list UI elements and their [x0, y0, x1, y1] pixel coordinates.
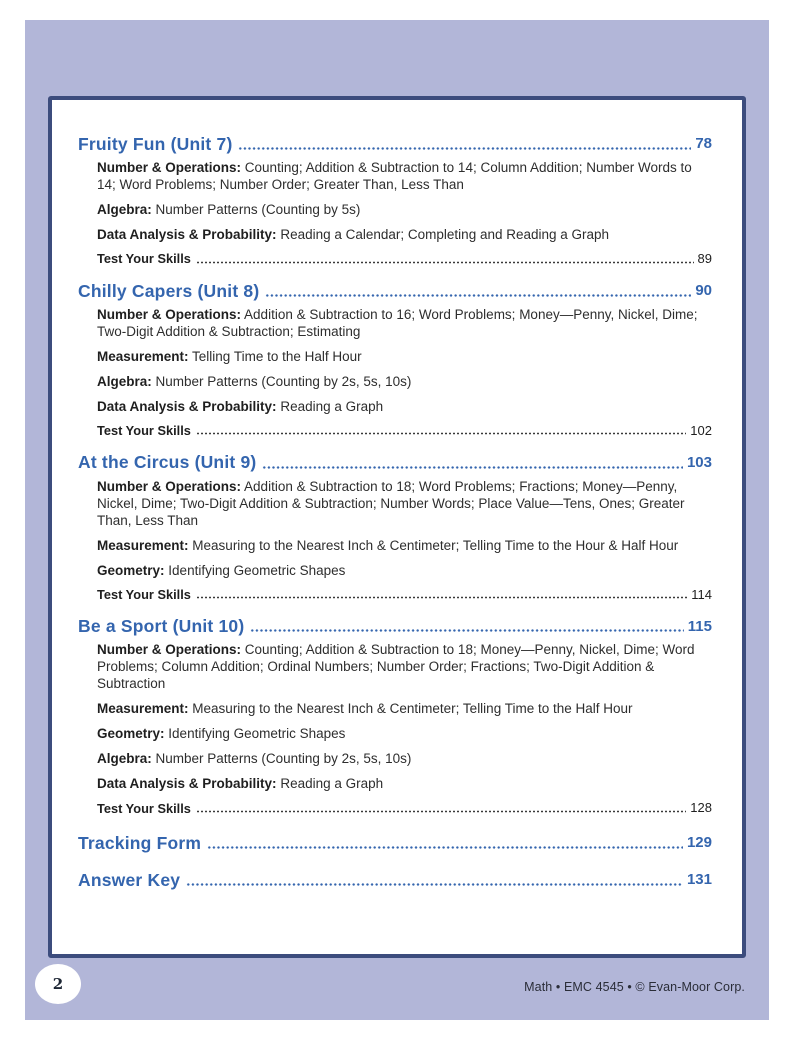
- toc-unit-7: [78, 134, 712, 267]
- toc-entry: [97, 641, 701, 692]
- entry-category: Algebra:: [97, 373, 152, 389]
- entry-category: Data Analysis & Probability:: [97, 227, 277, 243]
- entry-category: Measurement:: [97, 348, 189, 364]
- table-of-contents: [48, 96, 746, 958]
- entry-topics: Counting; Addition & Subtraction to 14; Column Addition; Number Words to 14; Word Problems; Number Order; Greater Than, Less Than: [97, 160, 692, 193]
- entry-topics: Telling Time to the Half Hour: [192, 348, 362, 364]
- test-your-skills-label: Test Your Skills: [97, 800, 191, 816]
- test-your-skills-row: [97, 587, 712, 603]
- entry-category: Algebra:: [97, 202, 152, 218]
- extra-title: Tracking Form: [78, 832, 202, 853]
- page-number-badge: [35, 964, 81, 1004]
- dot-leader: [196, 432, 686, 435]
- test-your-skills-label: Test Your Skills: [97, 586, 191, 602]
- unit-title: Chilly Capers (Unit 8): [78, 280, 260, 301]
- entry-category: Data Analysis & Probability:: [97, 776, 277, 792]
- entry-category: Geometry:: [97, 726, 165, 742]
- test-your-skills-row: [97, 251, 712, 267]
- entry-topics: Measuring to the Nearest Inch & Centimeter; Telling Time to the Hour & Half Hour: [192, 537, 679, 553]
- extra-title: Answer Key: [78, 870, 181, 890]
- toc-entry: [97, 306, 701, 340]
- toc-entry: [97, 750, 701, 767]
- unit-page-number: 90: [695, 282, 712, 300]
- toc-entry: [97, 373, 701, 390]
- toc-unit-9: [78, 452, 712, 602]
- test-your-skills-row: [97, 800, 712, 816]
- toc-extra-tracking-form: [78, 833, 712, 853]
- test-your-skills-page-number: 114: [691, 586, 712, 602]
- toc-unit-8: [78, 281, 712, 439]
- dot-leader: [196, 596, 687, 599]
- entry-topics: Addition & Subtraction to 16; Word Problems; Money—Penny, Nickel, Dime; Two-Digit Addition & Subtraction; Estimating: [97, 306, 698, 339]
- page-number: 2: [52, 975, 64, 993]
- footer-credit: Math • EMC 4545 • © Evan-Moor Corp.: [524, 980, 745, 994]
- toc-entry: [97, 775, 701, 792]
- entry-category: Number & Operations:: [97, 642, 242, 658]
- toc-unit-title-row: [78, 616, 712, 636]
- entry-category: Number & Operations:: [97, 478, 242, 494]
- dot-leader: [265, 294, 691, 297]
- entry-topics: Identifying Geometric Shapes: [168, 562, 346, 578]
- entry-category: Algebra:: [97, 751, 152, 767]
- unit-title: At the Circus (Unit 9): [78, 452, 257, 473]
- toc-unit-10: [78, 616, 712, 816]
- entry-category: Measurement:: [97, 537, 189, 553]
- toc-unit-title-row: [78, 134, 712, 154]
- extra-page-number: 131: [686, 871, 712, 889]
- entry-topics: Identifying Geometric Shapes: [168, 726, 346, 742]
- dot-leader: [186, 883, 683, 886]
- entry-topics: Reading a Calendar; Completing and Reading a Graph: [280, 227, 610, 243]
- extra-page-number: 129: [686, 834, 712, 852]
- dot-leader: [196, 261, 694, 264]
- dot-leader: [250, 629, 683, 632]
- unit-title: Fruity Fun (Unit 7): [78, 134, 233, 154]
- test-your-skills-page-number: 128: [690, 800, 712, 816]
- test-your-skills-page-number: 102: [690, 422, 712, 438]
- entry-topics: Number Patterns (Counting by 5s): [155, 202, 361, 218]
- entry-category: Number & Operations:: [97, 160, 242, 176]
- toc-unit-title-row: [78, 452, 712, 472]
- toc-entry: [97, 725, 701, 742]
- dot-leader: [238, 147, 691, 150]
- entry-topics: Counting; Addition & Subtraction to 18; Money—Penny, Nickel, Dime; Word Problems; Column Addition; Ordinal Numbers; Number Order; Fractions; Two-Digit Addition & Subtraction: [97, 642, 695, 692]
- toc-entry: [97, 478, 701, 529]
- entry-topics: Reading a Graph: [280, 776, 384, 792]
- entry-category: Geometry:: [97, 562, 165, 578]
- unit-page-number: 78: [695, 135, 712, 153]
- toc-entry: [97, 201, 701, 218]
- entry-topics: Measuring to the Nearest Inch & Centimeter; Telling Time to the Half Hour: [192, 701, 633, 717]
- test-your-skills-page-number: 89: [697, 251, 712, 267]
- entry-category: Measurement:: [97, 701, 189, 717]
- unit-title: Be a Sport (Unit 10): [78, 616, 245, 637]
- dot-leader: [196, 810, 686, 813]
- dot-leader: [207, 846, 683, 849]
- toc-entry: [97, 700, 701, 717]
- test-your-skills-label: Test Your Skills: [97, 251, 191, 267]
- toc-entry: [97, 398, 701, 415]
- page-background: [25, 20, 769, 1020]
- toc-unit-title-row: [78, 281, 712, 301]
- test-your-skills-label: Test Your Skills: [97, 423, 191, 439]
- toc-entry: [97, 348, 701, 365]
- toc-extra-answer-key: [78, 870, 712, 890]
- entry-category: Data Analysis & Probability:: [97, 398, 277, 414]
- test-your-skills-row: [97, 423, 712, 439]
- dot-leader: [262, 466, 683, 469]
- toc-entry: [97, 159, 701, 193]
- unit-page-number: 103: [686, 453, 712, 471]
- toc-entry: [97, 537, 701, 554]
- unit-page-number: 115: [687, 617, 712, 635]
- entry-topics: Number Patterns (Counting by 2s, 5s, 10s): [155, 751, 412, 767]
- entry-topics: Reading a Graph: [280, 398, 384, 414]
- entry-category: Number & Operations:: [97, 306, 242, 322]
- toc-entry: [97, 226, 701, 243]
- toc-entry: [97, 562, 701, 579]
- entry-topics: Number Patterns (Counting by 2s, 5s, 10s): [155, 373, 412, 389]
- entry-topics: Addition & Subtraction to 18; Word Problems; Fractions; Money—Penny, Nickel, Dime; Two-Digit Addition & Subtraction; Number Words; Place Value—Tens, Ones; Greater Than, Less Than: [97, 478, 685, 528]
